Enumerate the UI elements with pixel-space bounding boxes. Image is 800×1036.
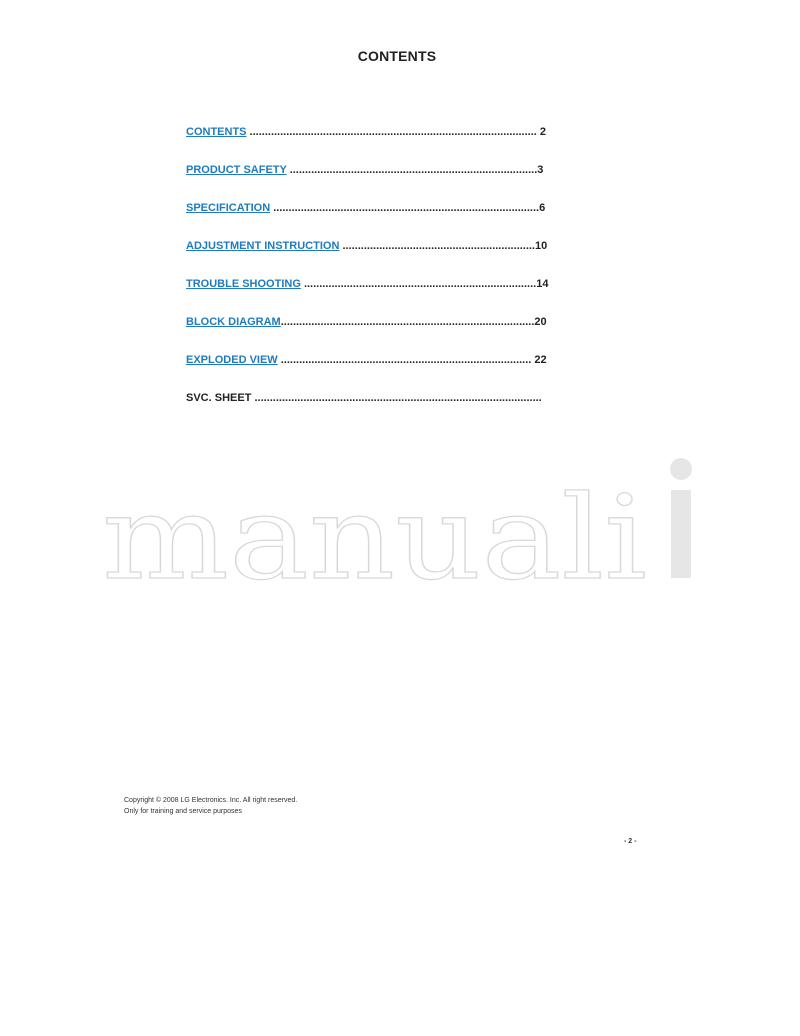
toc-page-number: 14: [536, 278, 549, 290]
toc-link-adjustment-instruction[interactable]: ADJUSTMENT INSTRUCTION: [186, 240, 340, 252]
toc-label-svc-sheet: SVC. SHEET: [186, 392, 252, 404]
toc-page-number: 10: [534, 240, 548, 252]
toc-page-number: 6: [539, 202, 546, 214]
toc-leader-dots: ..............................................................................................: [246, 126, 537, 138]
watermark-text: manuali: [102, 471, 647, 585]
toc-entry-adjustment-instruction: [186, 239, 586, 277]
toc-link-specification[interactable]: SPECIFICATION: [186, 202, 271, 214]
table-of-contents: [186, 125, 586, 429]
page-number: - 2 -: [624, 838, 637, 845]
toc-page-number: 22: [534, 354, 547, 366]
toc-leader-dots: .......................................................................................: [270, 202, 540, 214]
toc-leader-dots: ..............................................................................................: [251, 392, 542, 404]
toc-leader-dots: ...............................................................: [339, 240, 535, 252]
toc-link-trouble-shooting[interactable]: TROUBLE SHOOTING: [186, 278, 301, 290]
copyright-line: Copyright © 2008 LG Electronics. Inc. All right reserved.: [124, 797, 298, 804]
copyright-footer: [124, 795, 297, 817]
page-title: CONTENTS: [357, 48, 437, 64]
toc-leader-dots: ..................................................................................: [277, 354, 532, 366]
toc-entry-trouble-shooting: [186, 277, 586, 315]
toc-link-product-safety[interactable]: PRODUCT SAFETY: [186, 164, 287, 176]
toc-link-block-diagram[interactable]: BLOCK DIAGRAM: [186, 316, 281, 328]
toc-entry-svc-sheet: [186, 391, 586, 429]
toc-link-exploded-view[interactable]: EXPLODED VIEW: [186, 354, 278, 366]
toc-entry-block-diagram: [186, 315, 586, 353]
watermark-i-dot: [670, 458, 692, 480]
toc-entry-product-safety: [186, 163, 586, 201]
watermark-i-stem: [671, 490, 691, 578]
toc-leader-dots: .................................................................................: [286, 164, 538, 176]
toc-page-number: 3: [537, 164, 544, 176]
toc-link-contents[interactable]: CONTENTS: [186, 126, 247, 138]
toc-leader-dots: ...................................................................................: [280, 316, 535, 328]
toc-entry-exploded-view: [186, 353, 586, 391]
toc-entry-specification: [186, 201, 586, 239]
toc-page-number: 2: [539, 126, 547, 138]
purpose-line: Only for training and service purposes: [124, 808, 242, 815]
toc-page-number: 20: [534, 316, 547, 328]
toc-leader-dots: ............................................................................: [300, 278, 537, 290]
manuali-watermark: [100, 455, 700, 585]
toc-entry-contents: [186, 125, 586, 163]
